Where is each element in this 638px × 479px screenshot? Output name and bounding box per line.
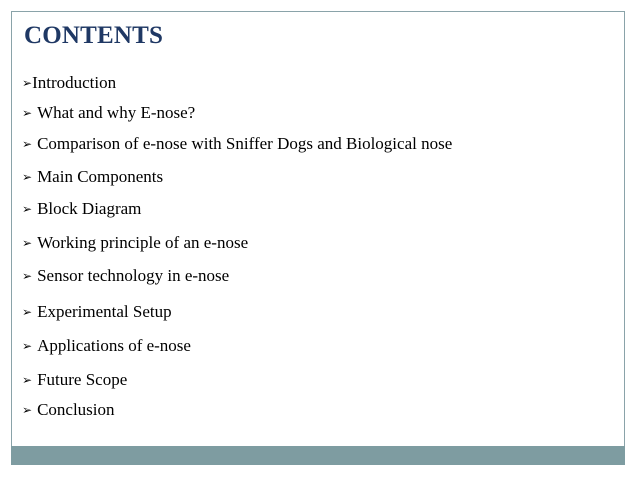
list-item-label: Comparison of e-nose with Sniffer Dogs and Biological nose [37, 134, 453, 153]
list-item [22, 103, 195, 123]
arrow-bullet-icon: ➢ [22, 305, 33, 319]
list-item-label: Experimental Setup [37, 302, 172, 321]
list-item [22, 370, 127, 390]
list-item-label: Sensor technology in e-nose [37, 266, 230, 285]
list-item-label: Future Scope [37, 370, 128, 389]
arrow-bullet-icon: ➢ [22, 269, 33, 283]
list-item-label: Main Components [37, 167, 164, 186]
arrow-bullet-icon: ➢ [22, 106, 33, 120]
arrow-bullet-icon: ➢ [22, 76, 33, 90]
arrow-bullet-icon: ➢ [22, 339, 33, 353]
list-item-label: Block Diagram [37, 199, 142, 218]
arrow-bullet-icon: ➢ [22, 373, 33, 387]
arrow-bullet-icon: ➢ [22, 170, 33, 184]
list-item [22, 400, 115, 420]
arrow-bullet-icon: ➢ [22, 202, 33, 216]
list-item [22, 233, 248, 253]
list-item [22, 199, 141, 219]
list-item-label: Working principle of an e-nose [37, 233, 249, 252]
list-item-label: What and why E-nose? [37, 103, 196, 122]
arrow-bullet-icon: ➢ [22, 403, 33, 417]
slide-title: CONTENTS [24, 22, 164, 49]
list-item [22, 266, 229, 286]
arrow-bullet-icon: ➢ [22, 236, 33, 250]
list-item [22, 302, 172, 322]
list-item [22, 73, 116, 93]
list-item [22, 336, 191, 356]
list-item-label: Conclusion [37, 400, 115, 419]
arrow-bullet-icon: ➢ [22, 137, 33, 151]
list-item [22, 134, 452, 154]
list-item-label: Introduction [32, 73, 117, 92]
footer-bar [11, 446, 625, 465]
list-item-label: Applications of e-nose [37, 336, 191, 355]
list-item [22, 167, 163, 187]
